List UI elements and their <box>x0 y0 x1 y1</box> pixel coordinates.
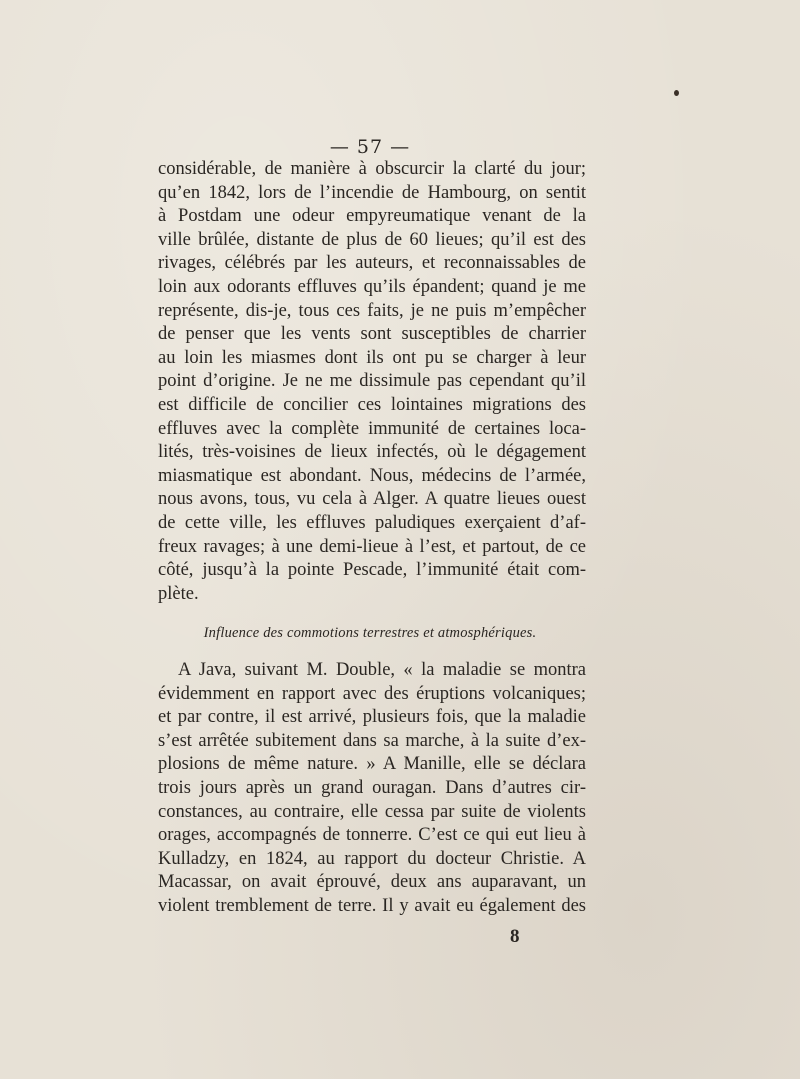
text-line: orages, accompagnés de tonnerre. C’est ce qui eut lieu à <box>158 825 586 846</box>
section-heading: Influence des commotions terrestres et atmosphériques. <box>203 625 537 641</box>
text-line: loin aux odorants effluves qu’ils épandent; quand je me <box>158 276 586 297</box>
text-line: trois jours après un grand ouragan. Dans d’autres cir- <box>158 777 586 798</box>
text-line: plète. <box>158 583 199 604</box>
paragraph-1 <box>158 158 586 606</box>
text-line: effluves avec la complète immunité de certaines loca- <box>158 418 586 439</box>
text-line: plosions de même nature. » A Manille, elle se déclara <box>158 754 586 775</box>
signature-mark: 8 <box>510 926 520 947</box>
ink-spot <box>674 90 679 96</box>
text-line: évidemment en rapport avec des éruptions volcaniques; <box>158 683 586 704</box>
page-number-header: — 57 — <box>329 136 411 158</box>
text-line: côté, jusqu’à la pointe Pescade, l’immunité était com- <box>158 560 586 581</box>
text-line: point d’origine. Je ne me dissimule pas cependant qu’il <box>158 371 586 392</box>
text-line: lités, très-voisines de lieux infectés, où le dégagement <box>158 442 586 463</box>
text-line: est difficile de concilier ces lointaines migrations des <box>158 394 586 415</box>
text-line: à Postdam une odeur empyreumatique venant de la <box>158 206 586 227</box>
text-line: au loin les miasmes dont ils ont pu se charger à leur <box>158 347 586 368</box>
text-line: Macassar, on avait éprouvé, deux ans auparavant, un <box>158 872 586 893</box>
text-line: nous avons, tous, vu cela à Alger. A quatre lieues ouest <box>158 489 586 510</box>
text-line: constances, au contraire, elle cessa par suite de violents <box>158 801 586 822</box>
text-line: ville brûlée, distante de plus de 60 lieues; qu’il est des <box>158 229 586 250</box>
text-line: freux ravages; à une demi-lieue à l’est, et partout, de ce <box>158 536 586 557</box>
text-line: et par contre, il est arrivé, plusieurs fois, que la maladie <box>158 707 586 728</box>
text-line: considérable, de manière à obscurcir la clarté du jour; <box>158 159 586 179</box>
text-line: miasmatique est abondant. Nous, médecins de l’armée, <box>158 465 586 486</box>
text-line: s’est arrêtée subitement dans sa marche, à la suite d’ex- <box>158 730 586 751</box>
text-line: rivages, célébrés par les auteurs, et reconnaissables de <box>158 253 586 274</box>
text-line: violent tremblement de terre. Il y avait eu également des <box>158 895 586 916</box>
paragraph-2 <box>158 659 586 919</box>
text-line: A Java, suivant M. Double, « la maladie se montra <box>178 660 586 680</box>
text-line: Kulladzy, en 1824, au rapport du docteur Christie. A <box>158 848 586 869</box>
text-line: qu’en 1842, lors de l’incendie de Hambourg, on sentit <box>158 182 586 203</box>
text-line: de cette ville, les effluves paludiques exerçaient d’af- <box>158 512 586 533</box>
text-line: de penser que les vents sont susceptibles de charrier <box>158 324 586 345</box>
text-line: représente, dis-je, tous ces faits, je ne puis m’empêcher <box>158 300 586 321</box>
